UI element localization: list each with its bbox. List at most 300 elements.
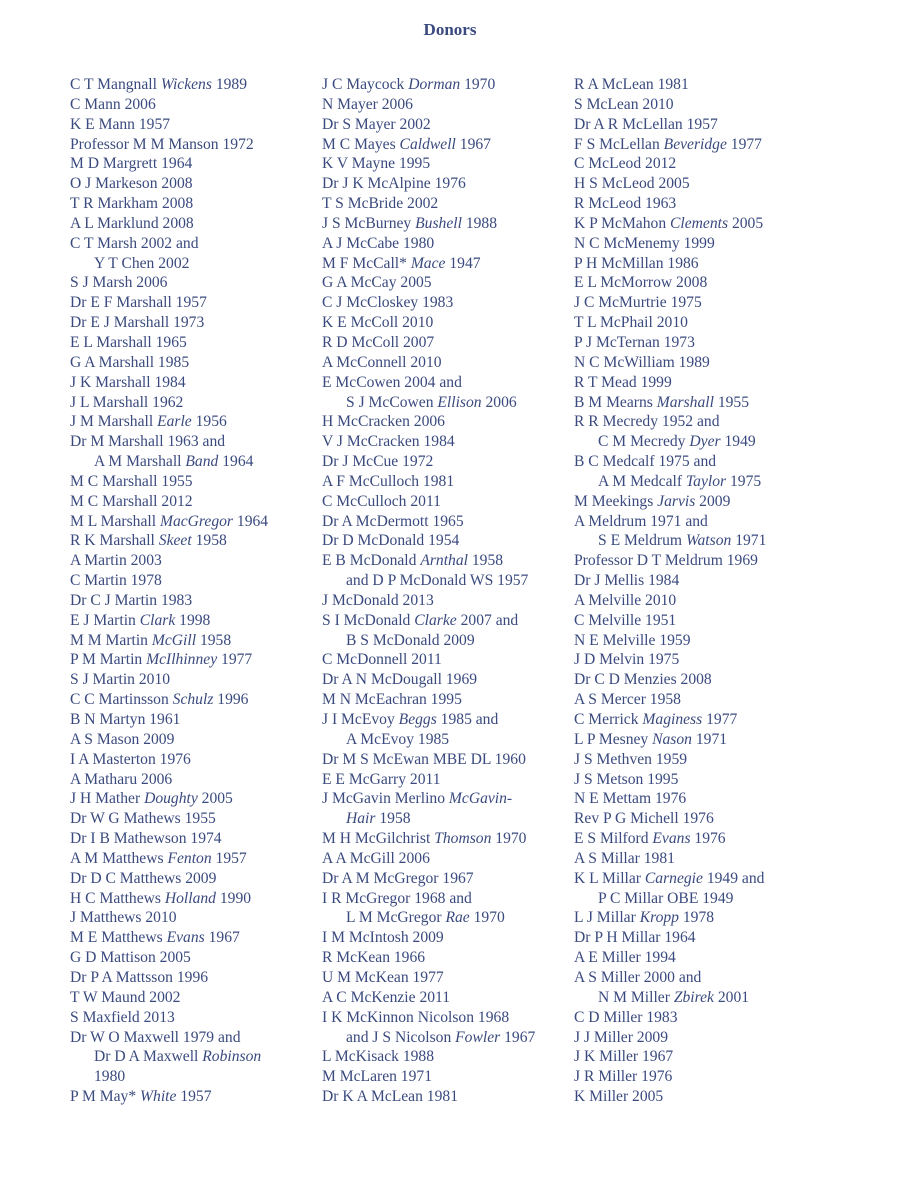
donor-text: Dr S Mayer 2002 — [322, 115, 431, 133]
donor-text: 1949 — [720, 433, 756, 451]
donor-entry — [70, 313, 320, 333]
donor-entry — [322, 650, 572, 670]
donor-text: M McLaren 1971 — [322, 1068, 432, 1086]
donor-entry — [574, 928, 824, 948]
donor-entry — [574, 789, 824, 809]
donor-text: and D P McDonald WS 1957 — [346, 572, 529, 590]
donor-maiden-name: Earle — [157, 413, 192, 431]
donor-text: J M Marshall — [70, 413, 158, 431]
donor-text: A E Miller 1994 — [574, 949, 676, 967]
donor-column-2 — [322, 75, 572, 1107]
donor-entry-continuation — [322, 1028, 572, 1048]
donor-maiden-name: Bushell — [415, 214, 462, 232]
donor-maiden-name: Fowler — [455, 1028, 501, 1046]
donor-entry — [322, 174, 572, 194]
donor-entry — [322, 551, 572, 571]
donor-entry — [70, 1028, 320, 1048]
donor-entry — [70, 373, 320, 393]
donor-text: P M Martin — [70, 651, 147, 669]
donor-text: C M Mecredy — [598, 433, 690, 451]
donor-text: 1958 — [467, 552, 504, 570]
donor-entry — [574, 393, 824, 413]
donor-text: 1998 — [175, 611, 211, 629]
donor-entry — [70, 849, 320, 869]
donor-text: A Melville 2010 — [574, 591, 677, 609]
donor-text: P C Millar OBE 1949 — [598, 889, 734, 907]
donor-entry — [574, 234, 824, 254]
donor-text: 1949 and — [702, 869, 765, 887]
donor-entry — [574, 1067, 824, 1087]
donor-entry-continuation — [574, 432, 824, 452]
donor-text: C McDonnell 2011 — [322, 651, 442, 669]
donor-entry — [70, 631, 320, 651]
donor-text: 1975 — [726, 472, 762, 490]
donor-text: 1977 — [726, 135, 762, 153]
donor-entry — [574, 313, 824, 333]
donor-entry — [574, 809, 824, 829]
donor-entry — [70, 829, 320, 849]
donor-text: 2001 — [713, 988, 750, 1006]
donor-text: R K Marshall — [70, 532, 159, 550]
donor-entry — [70, 492, 320, 512]
donor-entry — [322, 492, 572, 512]
donor-entry — [574, 75, 824, 95]
donor-entry — [574, 690, 824, 710]
donor-entry — [322, 432, 572, 452]
donor-text: Dr I B Mathewson 1974 — [70, 830, 222, 848]
donor-entry-continuation — [70, 254, 320, 274]
donor-entry-continuation — [70, 452, 320, 472]
donor-text: C McLeod 2012 — [574, 155, 677, 173]
donor-maiden-name: Carnegie — [644, 869, 703, 887]
donor-text: N E Mettam 1976 — [574, 790, 687, 808]
donor-text: Professor M M Manson 1972 — [70, 135, 254, 153]
donor-text: S McLean 2010 — [574, 95, 674, 113]
donor-entry — [574, 829, 824, 849]
donor-entry-continuation — [574, 988, 824, 1008]
donor-text: Dr P H Millar 1964 — [574, 929, 696, 947]
donor-entry — [322, 313, 572, 333]
donor-maiden-name: Clark — [139, 611, 176, 629]
donor-entry — [322, 789, 572, 809]
donor-text: E McCowen 2004 and — [322, 373, 462, 391]
donor-entry — [70, 750, 320, 770]
donor-entry — [574, 452, 824, 472]
donor-entry — [322, 591, 572, 611]
donor-entry — [574, 730, 824, 750]
donor-text: 1956 — [191, 413, 227, 431]
donor-text: Dr J Mellis 1984 — [574, 572, 680, 590]
donor-text: 1970 — [460, 76, 496, 93]
donor-text: M M Martin — [70, 631, 152, 649]
donor-entry — [574, 512, 824, 532]
donor-entry — [322, 690, 572, 710]
donor-text: I K McKinnon Nicolson 1968 — [322, 1008, 510, 1026]
donor-entry — [70, 809, 320, 829]
donor-entry — [70, 928, 320, 948]
donor-text: I R McGregor 1968 and — [322, 889, 472, 907]
donor-entry — [70, 194, 320, 214]
donor-text: J K Marshall 1984 — [70, 373, 186, 391]
donor-entry-continuation — [70, 1047, 320, 1067]
donor-text: M C Mayes — [322, 135, 400, 153]
donor-text: A A McGill 2006 — [322, 849, 430, 867]
donor-text: 1947 — [445, 254, 481, 272]
donor-entry — [322, 472, 572, 492]
donor-text: J Matthews 2010 — [70, 909, 177, 927]
donor-text: M N McEachran 1995 — [322, 691, 462, 709]
donor-entry — [322, 750, 572, 770]
donor-entry — [574, 631, 824, 651]
donor-maiden-name: MacGregor — [159, 512, 233, 530]
donor-text: S E Meldrum — [598, 532, 686, 550]
donor-text: M D Margrett 1964 — [70, 155, 193, 173]
donor-text: S I McDonald — [322, 611, 415, 629]
donor-text: R McLeod 1963 — [574, 195, 677, 213]
donor-column-1 — [70, 75, 320, 1107]
donor-text: N M Miller — [598, 988, 674, 1006]
donor-entry — [70, 889, 320, 909]
donor-entry — [322, 135, 572, 155]
donor-entry — [70, 730, 320, 750]
donor-text: 1958 — [375, 810, 411, 828]
donor-entry-continuation — [574, 531, 824, 551]
donor-entry — [574, 968, 824, 988]
donor-text: A L Marklund 2008 — [70, 214, 194, 232]
donor-text: 2007 and — [456, 611, 519, 629]
donor-entry — [70, 174, 320, 194]
donor-text: and J S Nicolson — [346, 1028, 456, 1046]
donor-entry — [322, 948, 572, 968]
donor-text: Dr A M McGregor 1967 — [322, 869, 474, 887]
donor-entry — [322, 1008, 572, 1028]
donor-entry — [322, 611, 572, 631]
donor-entry — [70, 273, 320, 293]
donor-text: Y T Chen 2002 — [94, 254, 190, 272]
donor-entry — [70, 869, 320, 889]
donor-text: P M May* — [70, 1088, 141, 1106]
donor-text: J S Methven 1959 — [574, 750, 688, 768]
donor-text: K P McMahon — [574, 214, 671, 232]
donor-maiden-name: White — [140, 1088, 177, 1106]
donor-text: 1967 — [455, 135, 491, 153]
donor-entry — [70, 512, 320, 532]
donor-text: 1958 — [191, 532, 227, 550]
donor-entry — [322, 531, 572, 551]
donor-text: Dr J K McAlpine 1976 — [322, 175, 466, 193]
donor-text: S Maxfield 2013 — [70, 1008, 175, 1026]
donor-entry — [70, 1087, 320, 1107]
donor-entry — [70, 770, 320, 790]
donor-maiden-name: Doughty — [144, 790, 198, 808]
donor-text: Dr C D Menzies 2008 — [574, 671, 712, 689]
donor-maiden-name: McIlhinney — [146, 651, 218, 669]
donor-maiden-name: Hair — [346, 810, 376, 828]
donor-text: E E McGarry 2011 — [322, 770, 441, 788]
donor-maiden-name: Skeet — [158, 532, 192, 550]
donor-maiden-name: McGill — [151, 631, 197, 649]
donor-text: B N Martyn 1961 — [70, 711, 181, 728]
donor-text: R McKean 1966 — [322, 949, 426, 967]
donor-maiden-name: Watson — [685, 532, 732, 550]
donor-maiden-name: Taylor — [685, 472, 727, 490]
donor-entry — [70, 710, 320, 730]
donor-text: J McGavin Merlino — [322, 790, 449, 808]
donor-entry — [574, 333, 824, 353]
donor-text: C T Marsh 2002 and — [70, 234, 199, 252]
donor-text: J J Miller 2009 — [574, 1028, 668, 1046]
donor-entry-continuation — [322, 908, 572, 928]
donor-text: B S McDonald 2009 — [346, 631, 475, 649]
donor-entry — [70, 670, 320, 690]
donor-text: G A McCay 2005 — [322, 274, 432, 292]
donor-entry — [70, 908, 320, 928]
donor-text: Dr M Marshall 1963 and — [70, 433, 226, 451]
donor-text: 1957 — [211, 849, 247, 867]
donor-entry — [574, 650, 824, 670]
donor-text: N E Melville 1959 — [574, 631, 691, 649]
donor-text: 1971 — [691, 730, 728, 748]
donor-text: K E Mann 1957 — [70, 115, 171, 133]
donor-text: 1967 — [500, 1028, 536, 1046]
donor-entry — [322, 1067, 572, 1087]
donor-text: J K Miller 1967 — [574, 1048, 674, 1066]
donor-entry — [70, 531, 320, 551]
donor-entry — [322, 512, 572, 532]
donor-text: Dr A R McLellan 1957 — [574, 115, 718, 133]
donor-maiden-name: Robinson — [202, 1048, 262, 1066]
donor-maiden-name: Caldwell — [399, 135, 456, 153]
donor-text: 1988 — [461, 214, 498, 232]
donor-entry — [322, 988, 572, 1008]
donor-text: Rev P G Michell 1976 — [574, 810, 714, 828]
donor-text: A F McCulloch 1981 — [322, 472, 455, 490]
donor-entry — [322, 1087, 572, 1107]
donor-text: T L McPhail 2010 — [574, 314, 688, 332]
donor-text: 2009 — [695, 492, 731, 510]
donor-text: C C Martinsson — [70, 691, 173, 709]
donor-entry — [574, 135, 824, 155]
donor-text: H McCracken 2006 — [322, 413, 445, 431]
donor-text: T W Maund 2002 — [70, 988, 181, 1006]
donor-text: 2005 — [197, 790, 233, 808]
donor-text: 1990 — [215, 889, 252, 907]
donor-text: 1976 — [690, 830, 726, 848]
donor-entry — [70, 353, 320, 373]
donor-text: A McConnell 2010 — [322, 353, 442, 371]
donor-text: L P Mesney — [574, 730, 653, 748]
donor-text: Dr D A Maxwell — [94, 1048, 203, 1066]
donor-text: A S Mercer 1958 — [574, 691, 681, 709]
donor-entry — [322, 214, 572, 234]
donor-text: 1985 and — [436, 711, 499, 728]
donor-text: J C McMurtrie 1975 — [574, 294, 702, 312]
donor-text: Dr C J Martin 1983 — [70, 591, 193, 609]
donor-maiden-name: Maginess — [642, 711, 703, 728]
donor-entry-continuation — [322, 631, 572, 651]
donor-text: Professor D T Meldrum 1969 — [574, 552, 758, 570]
donor-entry — [322, 115, 572, 135]
donor-entry — [574, 1028, 824, 1048]
donor-text: E B McDonald — [322, 552, 421, 570]
donor-maiden-name: Evans — [652, 830, 691, 848]
donor-maiden-name: Schulz — [172, 691, 214, 709]
donor-text: N Mayer 2006 — [322, 95, 413, 113]
donor-entry — [574, 710, 824, 730]
donor-entry — [574, 1008, 824, 1028]
donor-maiden-name: Fenton — [167, 849, 212, 867]
donor-entry — [574, 174, 824, 194]
donor-text: J D Melvin 1975 — [574, 651, 680, 669]
donor-text: J S McBurney — [322, 214, 416, 232]
donor-text: L M McGregor — [346, 909, 446, 927]
donor-entry — [574, 115, 824, 135]
donor-entry — [322, 373, 572, 393]
donor-maiden-name: Nason — [652, 730, 692, 748]
donor-text: J S Metson 1995 — [574, 770, 679, 788]
donor-entry — [70, 393, 320, 413]
donor-text: K V Mayne 1995 — [322, 155, 431, 173]
donor-text: A J McCabe 1980 — [322, 234, 435, 252]
donor-text: U M McKean 1977 — [322, 968, 444, 986]
donor-maiden-name: Rae — [445, 909, 470, 927]
donor-text: 1964 — [233, 512, 269, 530]
donor-text: J R Miller 1976 — [574, 1068, 673, 1086]
donor-entry — [574, 214, 824, 234]
donor-text: Dr P A Mattsson 1996 — [70, 968, 209, 986]
donor-maiden-name: Evans — [166, 929, 205, 947]
donor-text: N C McMenemy 1999 — [574, 234, 715, 252]
donor-entry — [322, 333, 572, 353]
donor-text: A M Medcalf — [598, 472, 686, 490]
donor-text: I A Masterton 1976 — [70, 750, 191, 768]
donor-entry — [322, 154, 572, 174]
donor-entry — [574, 194, 824, 214]
donor-entry — [574, 948, 824, 968]
donor-text: A M Marshall — [94, 453, 186, 471]
donor-entry — [322, 254, 572, 274]
donor-text: T S McBride 2002 — [322, 195, 439, 213]
donor-text: R A McLean 1981 — [574, 76, 689, 93]
donor-text: 1957 — [176, 1088, 212, 1106]
donor-text: G D Mattison 2005 — [70, 949, 191, 967]
donor-text: Dr D McDonald 1954 — [322, 532, 460, 550]
donor-maiden-name: Band — [185, 453, 219, 471]
donor-entry — [70, 472, 320, 492]
donor-entry-continuation — [70, 1067, 320, 1087]
donor-text: J McDonald 2013 — [322, 591, 434, 609]
donor-text: K Miller 2005 — [574, 1088, 664, 1106]
donor-text: 1955 — [713, 393, 750, 411]
donor-text: 1989 — [211, 76, 248, 93]
donor-text: Dr E J Marshall 1973 — [70, 314, 205, 332]
donor-maiden-name: Mace — [410, 254, 446, 272]
donor-entry — [574, 611, 824, 631]
donor-maiden-name: Zbirek — [673, 988, 714, 1006]
donor-entry — [574, 591, 824, 611]
donor-text: Dr A McDermott 1965 — [322, 512, 464, 530]
donor-entry — [70, 115, 320, 135]
page-title: Donors — [423, 20, 477, 39]
donor-text: 1977 — [217, 651, 253, 669]
donor-entry — [322, 452, 572, 472]
donor-text: C Merrick — [574, 711, 643, 728]
donor-text: A S Miller 2000 and — [574, 968, 702, 986]
donor-text: 1978 — [678, 909, 715, 927]
donor-text: Dr K A McLean 1981 — [322, 1088, 458, 1106]
donor-text: K E McColl 2010 — [322, 314, 434, 332]
donor-entry — [70, 214, 320, 234]
donor-maiden-name: Clements — [670, 214, 729, 232]
donor-text: S J McCowen — [346, 393, 438, 411]
donor-maiden-name: Holland — [164, 889, 216, 907]
donor-column-3 — [574, 75, 824, 1107]
donor-text: A Meldrum 1971 and — [574, 512, 708, 530]
donor-text: Dr J McCue 1972 — [322, 453, 434, 471]
donor-entry-continuation — [322, 730, 572, 750]
donor-text: C T Mangnall — [70, 76, 161, 93]
donor-entry — [574, 908, 824, 928]
donor-text: M H McGilchrist — [322, 830, 435, 848]
donor-maiden-name: Arnthal — [420, 552, 468, 570]
donor-text: M F McCall* — [322, 254, 411, 272]
donor-entry — [70, 988, 320, 1008]
donor-entry — [574, 770, 824, 790]
donor-text: 2006 — [481, 393, 517, 411]
donor-entry — [70, 154, 320, 174]
donor-entry — [322, 889, 572, 909]
donor-entry — [574, 869, 824, 889]
donor-maiden-name: Marshall — [656, 393, 714, 411]
donor-entry — [322, 710, 572, 730]
donor-text: A M Matthews — [70, 849, 168, 867]
donor-text: H C Matthews — [70, 889, 165, 907]
donor-maiden-name: Beveridge — [663, 135, 727, 153]
donor-text: E L McMorrow 2008 — [574, 274, 708, 292]
donor-text: Dr M S McEwan MBE DL 1960 — [322, 750, 526, 768]
donor-text: Dr D C Matthews 2009 — [70, 869, 217, 887]
donor-entry — [574, 1087, 824, 1107]
donor-text: N C McWilliam 1989 — [574, 353, 710, 371]
donor-entry-continuation — [322, 809, 572, 829]
donor-entry — [70, 75, 320, 95]
donor-entry — [322, 412, 572, 432]
donor-entry — [574, 154, 824, 174]
donor-entry — [70, 611, 320, 631]
donor-entry — [70, 551, 320, 571]
donor-text: M C Marshall 2012 — [70, 492, 193, 510]
donor-entry — [322, 670, 572, 690]
donor-entry — [574, 254, 824, 274]
donor-maiden-name: Ellison — [437, 393, 482, 411]
donor-entry — [70, 293, 320, 313]
donor-text: A Martin 2003 — [70, 552, 162, 570]
donor-text: I M McIntosh 2009 — [322, 929, 444, 947]
donor-entry — [70, 432, 320, 452]
donor-text: Dr W G Mathews 1955 — [70, 810, 216, 828]
donor-entry — [322, 293, 572, 313]
donor-maiden-name: Jarvis — [657, 492, 696, 510]
donor-text: B M Mearns — [574, 393, 657, 411]
donor-maiden-name: Kropp — [639, 909, 679, 927]
donor-entry — [574, 551, 824, 571]
donor-text: Dr A N McDougall 1969 — [322, 671, 478, 689]
donor-text: T R Markham 2008 — [70, 195, 194, 213]
donor-entry — [70, 412, 320, 432]
donor-text: L J Millar — [574, 909, 640, 927]
donor-text: M E Matthews — [70, 929, 167, 947]
donor-entry-continuation — [574, 472, 824, 492]
